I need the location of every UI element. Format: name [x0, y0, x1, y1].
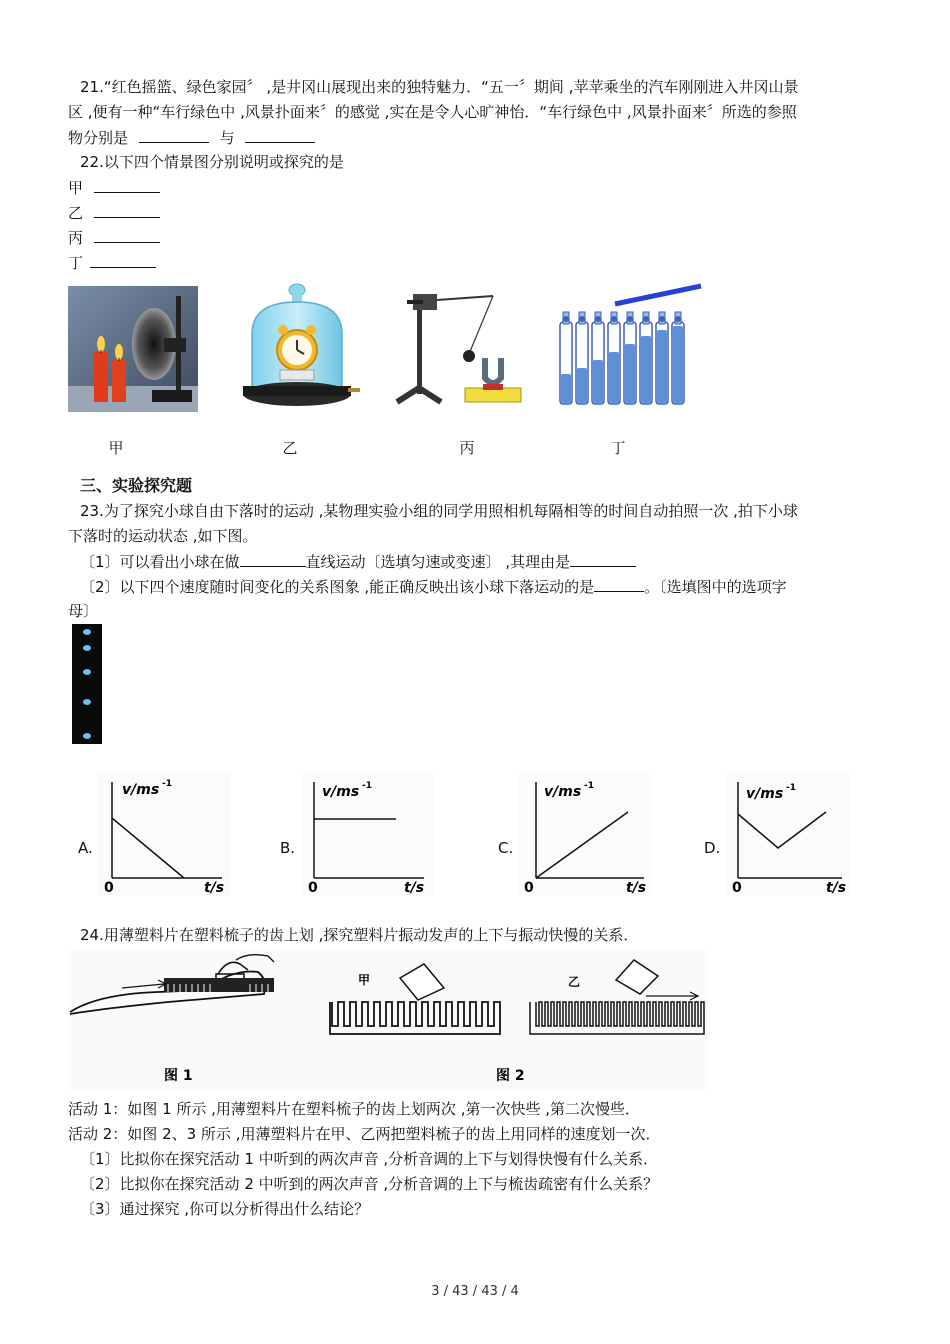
- graph-b-ylabel: v/ms: [322, 784, 360, 800]
- caption-bing: 丙: [459, 439, 475, 457]
- q21-line2: 区 ,便有一种“车行绿色中 ,风景扑面来〞的感觉 ,实在是令人心旷神怡．“车行绿色中 ,风景扑面来〞所选的参照: [68, 103, 797, 121]
- q21-blank-1[interactable]: [139, 127, 209, 143]
- q23-blank-3[interactable]: [594, 576, 644, 592]
- graph-a-xlabel: t/s: [204, 880, 225, 896]
- bell-jar-clock-image: [240, 282, 370, 414]
- graph-b-xlabel: t/s: [404, 880, 425, 896]
- q23-line2: 下落时的运动状态 ,如下图。: [68, 527, 258, 545]
- graph-b-ysup: -1: [362, 781, 372, 791]
- q24-stem: 24.用薄塑料片在塑料梳子的齿上划 ,探究塑料片振动发声的上下与振动快慢的关系．: [80, 926, 639, 944]
- q22-item-label: 乙: [68, 204, 84, 222]
- q22-blank-bing[interactable]: [94, 227, 160, 243]
- q22-blank-yi[interactable]: [94, 202, 160, 218]
- q22-item-jia: [68, 177, 160, 198]
- candle-speaker-image: [68, 286, 198, 412]
- q21-line1: 21.“红色摇篮、绿色家园〞 ,是井冈山展现出来的独特魅力．“五一〞期间 ,苹苹乘坐的汽车刚刚进入井冈山景: [80, 78, 799, 96]
- graph-d-ylabel: v/ms: [746, 786, 784, 802]
- q24-sub-1: 〔1〕比拟你在探究活动 1 中听到的两次声音 ,分析音调的上下与划得快慢有什么关系．: [80, 1150, 659, 1168]
- falling-ball-photo: [72, 624, 102, 744]
- figure-1-label: 图 1: [164, 1068, 193, 1084]
- graph-a[interactable]: [98, 774, 230, 896]
- option-a-label[interactable]: A.: [78, 839, 93, 857]
- q24-activity-2: 活动 2：如图 2、3 所示 ,用薄塑料片在甲、乙两把塑料梳子的齿上用同样的速度划一次．: [68, 1125, 661, 1143]
- q21-text-b: 与: [219, 129, 235, 147]
- q23-sub2-cont: 母〕: [68, 602, 99, 620]
- q24-activity-1: 活动 1：如图 1 所示 ,用薄塑料片在塑料梳子的齿上划两次 ,第一次快些 ,第二次慢些．: [68, 1100, 641, 1118]
- water-bottles-image: [555, 282, 705, 412]
- graph-d-ysup: -1: [786, 783, 796, 793]
- q23-sub2-text-b: 。〔选填图中的选项字: [644, 578, 787, 596]
- section-title: 三、实验探究题: [80, 476, 193, 495]
- q22-item-bing: [68, 227, 160, 248]
- page-footer: 3 / 43 / 43 / 4: [431, 1284, 519, 1299]
- graph-c-ysup: -1: [584, 781, 594, 791]
- q22-item-label: 丙: [68, 229, 84, 247]
- caption-jia: 甲: [108, 439, 124, 457]
- q23-blank-1[interactable]: [240, 551, 306, 567]
- q22-blank-jia[interactable]: [94, 177, 160, 193]
- option-b-label[interactable]: B.: [280, 839, 296, 857]
- caption-ding: 丁: [610, 439, 626, 457]
- q22-item-label: 丁: [68, 254, 84, 272]
- pendulum-tuning-fork-image: [393, 284, 533, 412]
- graph-d-xlabel: t/s: [826, 880, 847, 896]
- q24-sub-2: 〔2〕比拟你在探究活动 2 中听到的两次声音 ,分析音调的上下与梳齿疏密有什么关系？: [80, 1175, 659, 1193]
- q24-sub-3: 〔3〕通过探究 ,你可以分析得出什么结论？: [80, 1200, 370, 1218]
- graph-a-ylabel: v/ms: [122, 782, 160, 798]
- q21-text-a: 物分别是: [68, 129, 129, 147]
- q23-sub2: [80, 576, 787, 597]
- comb-b-label: 乙: [568, 975, 581, 989]
- graph-c-ylabel: v/ms: [544, 784, 582, 800]
- graph-d-origin: 0: [732, 880, 742, 896]
- q21-blank-2[interactable]: [245, 127, 315, 143]
- graph-a-origin: 0: [104, 880, 114, 896]
- q22-item-label: 甲: [68, 179, 84, 197]
- graph-d[interactable]: [726, 774, 850, 896]
- q22-item-yi: [68, 202, 160, 223]
- graph-b-origin: 0: [308, 880, 318, 896]
- comb-figures: [68, 950, 708, 1090]
- q23-sub1: [80, 551, 636, 572]
- q23-sub1-text-b: 直线运动〔选填匀速或变速〕 ,其理由是: [305, 553, 571, 571]
- graph-a-ysup: -1: [162, 779, 172, 789]
- q23-sub2-text-a: 〔2〕以下四个速度随时间变化的关系图象 ,能正确反映出该小球下落运动的是: [80, 578, 595, 596]
- graph-c-xlabel: t/s: [626, 880, 647, 896]
- figure-2-label: 图 2: [496, 1068, 525, 1084]
- option-c-label[interactable]: C.: [498, 839, 514, 857]
- q23-line1: 23.为了探究小球自由下落时的运动 ,某物理实验小组的同学用照相机每隔相等的时间自动拍照一次 ,拍下小球: [80, 502, 798, 520]
- graph-c[interactable]: [518, 774, 652, 896]
- comb-a-label: 甲: [358, 973, 371, 987]
- q22-blank-ding[interactable]: [90, 252, 156, 268]
- q22-item-ding: [68, 252, 156, 273]
- graph-c-origin: 0: [524, 880, 534, 896]
- graph-b[interactable]: [302, 774, 434, 896]
- q22-stem: 22.以下四个情景图分别说明或探究的是: [80, 153, 344, 171]
- q21-line3: [68, 127, 315, 148]
- option-d-label[interactable]: D.: [704, 839, 721, 857]
- caption-yi: 乙: [282, 439, 298, 457]
- q23-sub1-text-a: 〔1〕可以看出小球在做: [80, 553, 240, 571]
- q23-blank-2[interactable]: [570, 551, 636, 567]
